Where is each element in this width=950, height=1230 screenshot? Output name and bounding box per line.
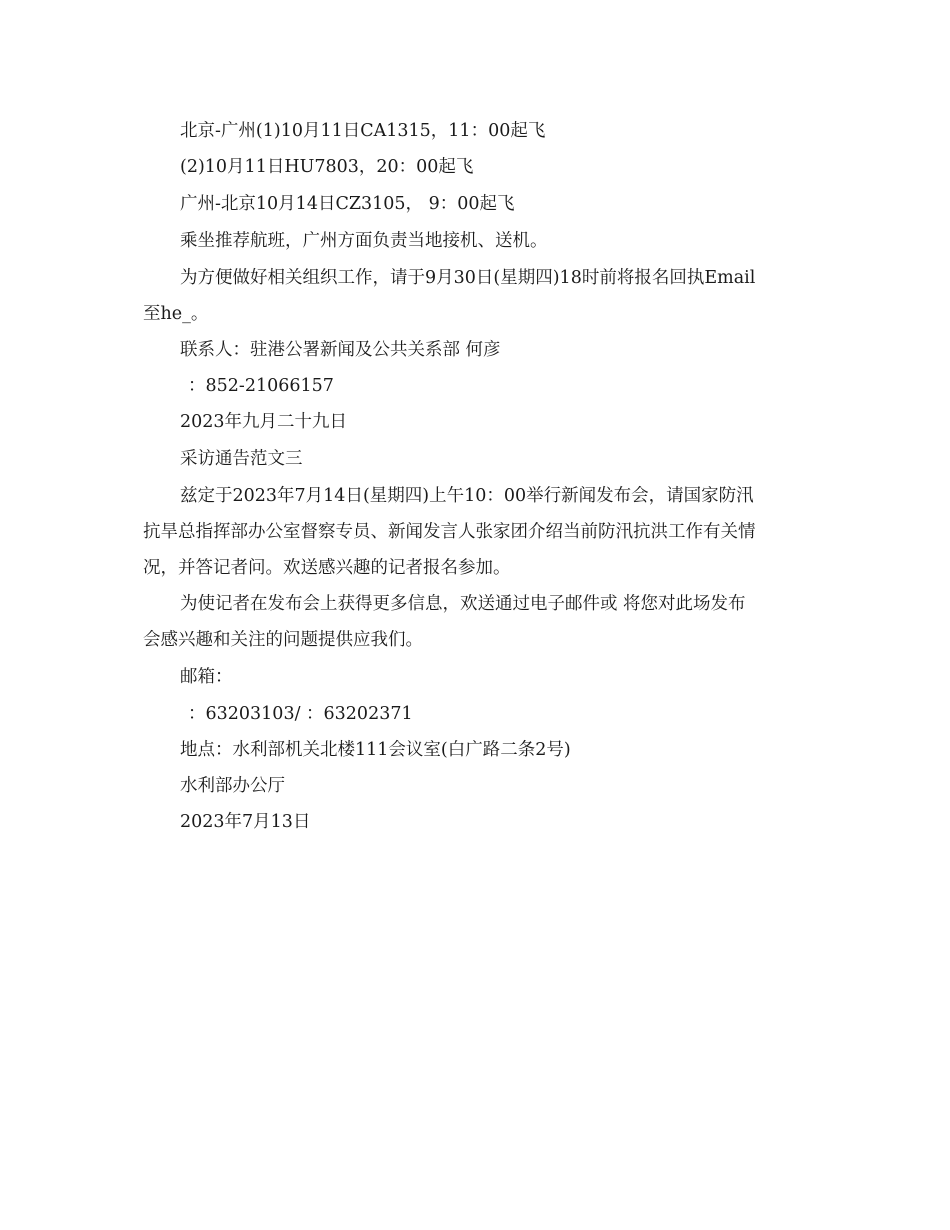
paragraph-pickup: 乘坐推荐航班，广州方面负责当地接机、送机。 [180, 231, 548, 251]
email-label: 邮箱： [180, 667, 233, 687]
issuer-line: 水利部办公厅 [180, 776, 285, 796]
contact-phone: ：852-21066157 [188, 376, 334, 396]
paragraph-registration: 为方便做好相关组织工作，请于9月30日(星期四)18时前将报名回执Email [180, 268, 756, 288]
announcement-para-2-cont: 会感兴趣和关注的问题提供应我们。 [143, 630, 423, 650]
paragraph-registration-cont: 至he_。 [143, 304, 209, 324]
date-line-2: 2023年7月13日 [180, 812, 311, 832]
flight-beijing-guangzhou-1: 北京-广州(1)10月11日CA1315，11：00起飞 [180, 121, 546, 141]
section-heading: 采访通告范文三 [180, 449, 303, 469]
location-line: 地点：水利部机关北楼111会议室(白广路二条2号) [180, 740, 571, 760]
flight-guangzhou-beijing: 广州-北京10月14日CZ3105， 9：00起飞 [180, 194, 515, 214]
flight-beijing-guangzhou-2: (2)10月11日HU7803，20：00起飞 [180, 157, 474, 177]
contact-person: 联系人：驻港公署新闻及公共关系部 何彦 [180, 340, 501, 360]
phone-fax-line: ：63203103/ ：63202371 [188, 704, 413, 724]
announcement-para-1-cont-1: 抗旱总指挥部办公室督察专员、新闻发言人张家团介绍当前防汛抗洪工作有关情 [143, 522, 756, 542]
announcement-para-1-cont-2: 况，并答记者问。欢送感兴趣的记者报名参加。 [143, 558, 511, 578]
announcement-para-2: 为使记者在发布会上获得更多信息，欢送通过电子邮件或 将您对此场发布 [180, 594, 746, 614]
announcement-para-1: 兹定于2023年7月14日(星期四)上午10：00举行新闻发布会，请国家防汛 [180, 486, 754, 506]
date-line-1: 2023年九月二十九日 [180, 412, 348, 432]
